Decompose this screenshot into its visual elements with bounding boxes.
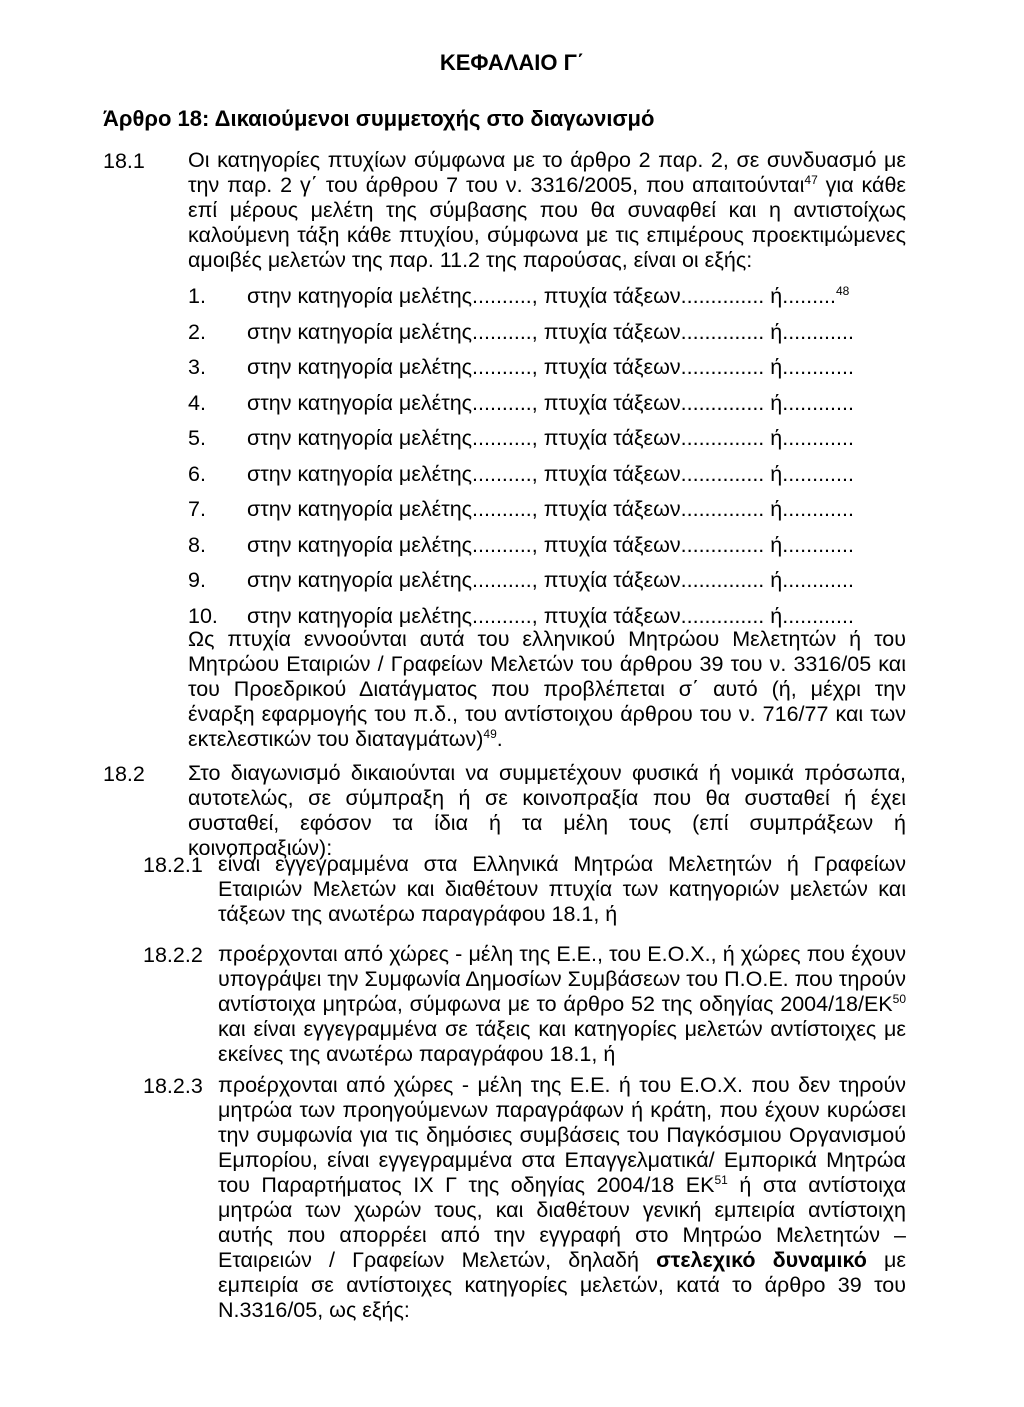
section-number: 18.2 <box>103 762 145 786</box>
list-item: στην κατηγορία μελέτης.........., πτυχία τάξεων.............. ή.........$^{48}$ <box>247 283 850 308</box>
section-number: 18.1 <box>103 149 145 173</box>
list-item: στην κατηγορία μελέτης.........., πτυχία τάξεων.............. ή............ <box>247 462 854 486</box>
subsection-number: 18.2.3 <box>143 1074 203 1098</box>
subsection-number: 18.2.2 <box>143 943 203 967</box>
list-item-number: 1. <box>188 284 206 308</box>
bold-emphasis: στελεχικό δυναμικό <box>656 1248 867 1272</box>
list-item-number: 5. <box>188 426 206 450</box>
list-item: στην κατηγορία μελέτης.........., πτυχία τάξεων.............. ή............ <box>247 391 854 415</box>
section-18-1-intro: Οι κατηγορίες πτυχίων σύμφωνα με το άρθρο 2 παρ. 2, σε συνδυασμό με την παρ. 2 γ΄ του άρθρου 7 του ν. 3316/2005, που απαιτούνται$^{47}$ για κάθε επί μέρους μελέτη της σύμβασης που θα συναφθεί και η αντιστοίχως καλούμενη τάξη κάθε πτυχίου, σύμφωνα με τις επιμέρους προεκτιμώμενες αμοιβές μελετών της παρ. 11.2 της παρούσας, είναι οι εξής: <box>188 148 906 272</box>
list-item: στην κατηγορία μελέτης.........., πτυχία τάξεων.............. ή............ <box>247 604 854 628</box>
subsection-18-2-3: προέρχονται από χώρες - μέλη της Ε.Ε. ή του Ε.Ο.Χ. που δεν τηρούν μητρώα των προηγούμενων παραγράφων ή κράτη, που έχουν κυρώσει την συμφωνία για τις δημόσιες συμβάσεις του Παγκόσμιου Οργανισμού Εμπορίου, είναι εγγεγραμμένα στα Επαγγελματικά/ Εμπορικά Μητρώα του Παραρτήματος ΙΧ Γ της οδηγίας 2004/18 ΕΚ$^{51}$ ή στα αντίστοιχα μητρώα των χωρών τους, και διαθέτουν γενική εμπειρία αντίστοιχη αυτής που απορρέει από την εγγραφή στο Μητρώο Μελετητών – Εταιρειών / Γραφείων Μελετών, δηλαδή στελεχικό δυναμικό με εμπειρία σε αντίστοιχες κατηγορίες μελετών, κατά το άρθρο 39 του Ν.3316/05, ως εξής: <box>218 1073 907 1322</box>
list-item-number: 7. <box>188 497 206 521</box>
list-item-number: 6. <box>188 462 206 486</box>
degrees-note: Ως πτυχία εννοούνται αυτά του ελληνικού Μητρώου Μελετητών ή του Μητρώου Εταιριών / Γραφείων Μελετών του άρθρου 39 του ν. 3316/05 και του Προεδρικού Διατάγματος που προβλέπεται σ΄ αυτό (ή, μέχρι την έναρξη εφαρμογής του π.δ., του αντίστοιχου άρθρου του ν. 716/77 και των εκτελεστικών του διαταγμάτων)$^{49}$. <box>188 627 906 751</box>
list-item-number: 8. <box>188 533 206 557</box>
list-item-number: 2. <box>188 320 206 344</box>
footnote-ref: 50 <box>892 991 906 1006</box>
footnote-ref: 47 <box>804 172 818 187</box>
footnote-ref: 49 <box>483 726 497 741</box>
list-item: στην κατηγορία μελέτης.........., πτυχία τάξεων.............. ή............ <box>247 355 854 379</box>
footnote-ref: 48 <box>836 283 850 298</box>
chapter-heading: ΚΕΦΑΛΑΙΟ Γ΄ <box>439 50 585 75</box>
subsection-number: 18.2.1 <box>143 853 203 877</box>
list-item-number: 10. <box>188 604 218 628</box>
article-title: Άρθρο 18: Δικαιούμενοι συμμετοχής στο διαγωνισμό <box>103 106 655 131</box>
section-18-2-intro: Στο διαγωνισμό δικαιούνται να συμμετέχουν φυσικά ή νομικά πρόσωπα, αυτοτελώς, σε σύμπραξη ή σε κοινοπραξία που θα συσταθεί ή έχει συσταθεί, εφόσον τα ίδια ή τα μέλη τους (επί συμπράξεων ή κοινοπραξιών): <box>188 761 906 860</box>
footnote-ref: 51 <box>714 1172 728 1187</box>
list-item-number: 9. <box>188 568 206 592</box>
list-item-number: 3. <box>188 355 206 379</box>
list-item: στην κατηγορία μελέτης.........., πτυχία τάξεων.............. ή............ <box>247 497 854 521</box>
list-item: στην κατηγορία μελέτης.........., πτυχία τάξεων.............. ή............ <box>247 320 854 344</box>
subsection-18-2-1: είναι εγγεγραμμένα στα Ελληνικά Μητρώα Μελετητών ή Γραφείων Εταιριών Μελετών και διαθέτουν πτυχία των κατηγοριών μελετών και τάξεων της ανωτέρω παραγράφου 18.1, ή <box>218 852 906 926</box>
list-item: στην κατηγορία μελέτης.........., πτυχία τάξεων.............. ή............ <box>247 568 854 592</box>
list-item: στην κατηγορία μελέτης.........., πτυχία τάξεων.............. ή............ <box>247 426 854 450</box>
list-item-number: 4. <box>188 391 206 415</box>
subsection-18-2-2: προέρχονται από χώρες - μέλη της Ε.Ε., του Ε.Ο.Χ., ή χώρες που έχουν υπογράψει την Συμφωνία Δημοσίων Συμβάσεων του Π.Ο.Ε. που τηρούν αντίστοιχα μητρώα, σύμφωνα με το άρθρο 52 της οδηγίας 2004/18/ΕΚ$^{50}$ και είναι εγγεγραμμένα σε τάξεις και κατηγορίες μελετών αντίστοιχες με εκείνες της ανωτέρω παραγράφου 18.1, ή <box>218 942 906 1066</box>
list-item: στην κατηγορία μελέτης.........., πτυχία τάξεων.............. ή............ <box>247 533 854 557</box>
